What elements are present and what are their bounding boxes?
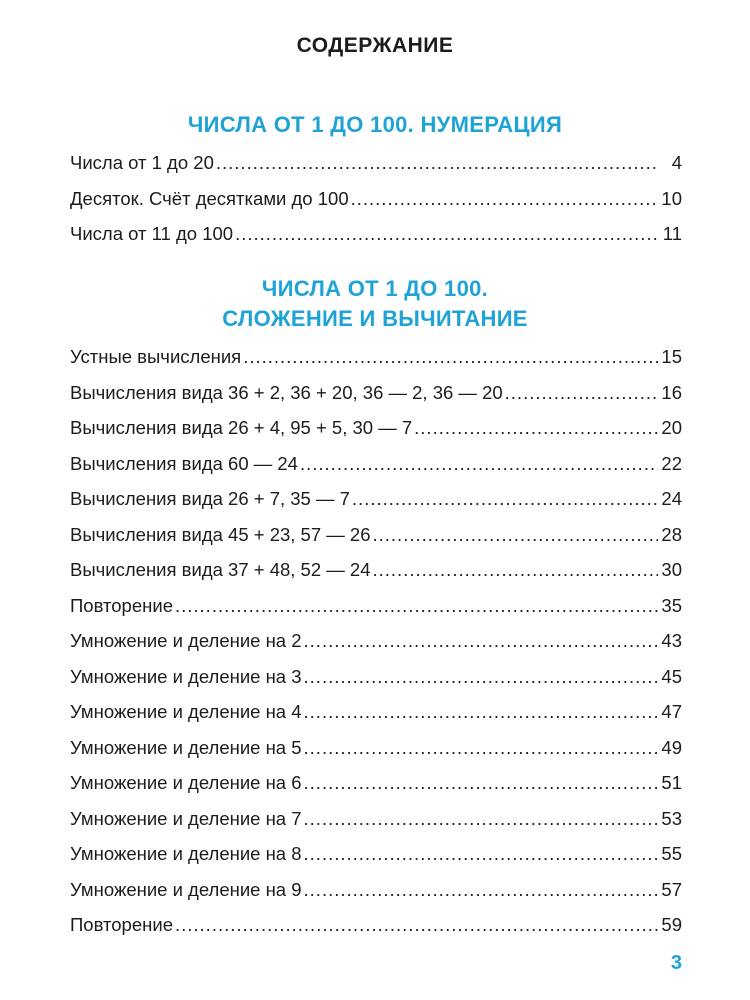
- toc-entry-title: Вычисления вида 36 + 2, 36 + 20, 36 — 2, 36 — 20: [70, 381, 503, 403]
- toc-entry-page: 22: [661, 452, 682, 474]
- dot-leader: [175, 595, 658, 617]
- dot-leader: [304, 666, 658, 688]
- toc-entry-page: 51: [661, 772, 682, 793]
- dot-leader: [304, 808, 658, 830]
- toc-entry-page: 55: [661, 843, 682, 864]
- section-heading-addition-subtraction: [0, 274, 750, 334]
- toc-entry-title: Вычисления вида 37 + 48, 52 — 24: [70, 559, 371, 580]
- section-entries-numbering: [70, 152, 682, 259]
- dot-leader: [300, 453, 658, 475]
- toc-entry-page: 30: [661, 559, 682, 580]
- section-heading-line: СЛОЖЕНИЕ И ВЫЧИТАНИЕ: [222, 306, 528, 331]
- toc-entry-title: Умножение и деление на 8: [70, 843, 302, 864]
- toc-entry[interactable]: [70, 488, 682, 524]
- toc-entry[interactable]: [70, 737, 682, 773]
- toc-entry-title: Умножение и деление на 9: [70, 878, 302, 900]
- toc-entry[interactable]: [70, 188, 682, 224]
- dot-leader: [414, 417, 658, 439]
- toc-entry-page: 15: [661, 346, 682, 367]
- toc-entry-page: 45: [661, 665, 682, 687]
- toc-entry-page: 35: [661, 594, 682, 616]
- toc-entry-page: 28: [661, 523, 682, 545]
- toc-entry-title: Повторение: [70, 594, 173, 616]
- toc-entry-page: 59: [661, 914, 682, 935]
- toc-entry[interactable]: [70, 595, 682, 631]
- dot-leader: [304, 701, 658, 723]
- toc-entry-page: 49: [661, 736, 682, 758]
- toc-entry-title: Вычисления вида 45 + 23, 57 — 26: [70, 523, 371, 545]
- toc-entry-title: Десяток. Счёт десятками до 100: [70, 187, 349, 209]
- toc-entry[interactable]: [70, 223, 682, 259]
- section-heading-line: ЧИСЛА ОТ 1 ДО 100.: [261, 276, 489, 301]
- dot-leader: [304, 772, 658, 794]
- dot-leader: [235, 223, 658, 245]
- toc-entry-page: 16: [661, 381, 682, 403]
- toc-entry-title: Вычисления вида 26 + 7, 35 — 7: [70, 488, 350, 509]
- toc-entry-title: Вычисления вида 60 — 24: [70, 452, 298, 474]
- toc-entry-page: 53: [661, 807, 682, 829]
- toc-entry-page: 4: [671, 152, 682, 173]
- dot-leader: [304, 879, 658, 901]
- toc-entry[interactable]: [70, 879, 682, 915]
- toc-entry[interactable]: [70, 630, 682, 666]
- toc-entry[interactable]: [70, 701, 682, 737]
- toc-entry-title: Умножение и деление на 5: [70, 736, 302, 758]
- toc-entry[interactable]: [70, 152, 682, 188]
- toc-entry[interactable]: [70, 843, 682, 879]
- toc-entry-page: 10: [661, 187, 682, 209]
- toc-entry-title: Повторение: [70, 914, 173, 935]
- dot-leader: [175, 914, 658, 936]
- dot-leader: [304, 737, 658, 759]
- page-number: 3: [670, 952, 682, 974]
- toc-entry[interactable]: [70, 346, 682, 382]
- toc-entry[interactable]: [70, 772, 682, 808]
- toc-entry-page: 24: [661, 488, 682, 509]
- dot-leader: [505, 382, 658, 404]
- toc-entry-title: Умножение и деление на 2: [70, 630, 302, 651]
- dot-leader: [216, 152, 658, 174]
- dot-leader: [304, 843, 658, 865]
- dot-leader: [352, 488, 658, 510]
- toc-entry-page: 11: [662, 223, 682, 244]
- dot-leader: [373, 559, 659, 581]
- toc-entry-title: Умножение и деление на 4: [70, 701, 302, 722]
- toc-entry-title: Умножение и деление на 7: [70, 807, 302, 829]
- toc-entry[interactable]: [70, 559, 682, 595]
- toc-entry[interactable]: [70, 417, 682, 453]
- toc-entry-page: 20: [661, 417, 682, 438]
- section-entries-addition-subtraction: [70, 346, 682, 950]
- toc-entry-title: Числа от 1 до 20: [70, 152, 214, 173]
- toc-entry-page: 43: [661, 630, 682, 651]
- toc-entry[interactable]: [70, 666, 682, 702]
- toc-entry[interactable]: [70, 453, 682, 489]
- toc-title: СОДЕРЖАНИЕ: [296, 34, 454, 57]
- toc-entry[interactable]: [70, 382, 682, 418]
- dot-leader: [304, 630, 658, 652]
- dot-leader: [243, 346, 658, 368]
- toc-entry-title: Вычисления вида 26 + 4, 95 + 5, 30 — 7: [70, 417, 413, 438]
- toc-entry[interactable]: [70, 914, 682, 950]
- toc-entry-page: 47: [661, 701, 682, 722]
- dot-leader: [373, 524, 659, 546]
- toc-entry[interactable]: [70, 808, 682, 844]
- toc-entry[interactable]: [70, 524, 682, 560]
- section-heading-numbering: [0, 110, 750, 140]
- toc-entry-page: 57: [661, 878, 682, 900]
- dot-leader: [351, 188, 658, 210]
- toc-entry-title: Устные вычисления: [70, 346, 242, 367]
- section-heading-line: ЧИСЛА ОТ 1 ДО 100. НУМЕРАЦИЯ: [187, 112, 563, 137]
- toc-entry-title: Числа от 11 до 100: [70, 223, 234, 244]
- toc-entry-title: Умножение и деление на 6: [70, 772, 302, 793]
- toc-entry-title: Умножение и деление на 3: [70, 665, 302, 687]
